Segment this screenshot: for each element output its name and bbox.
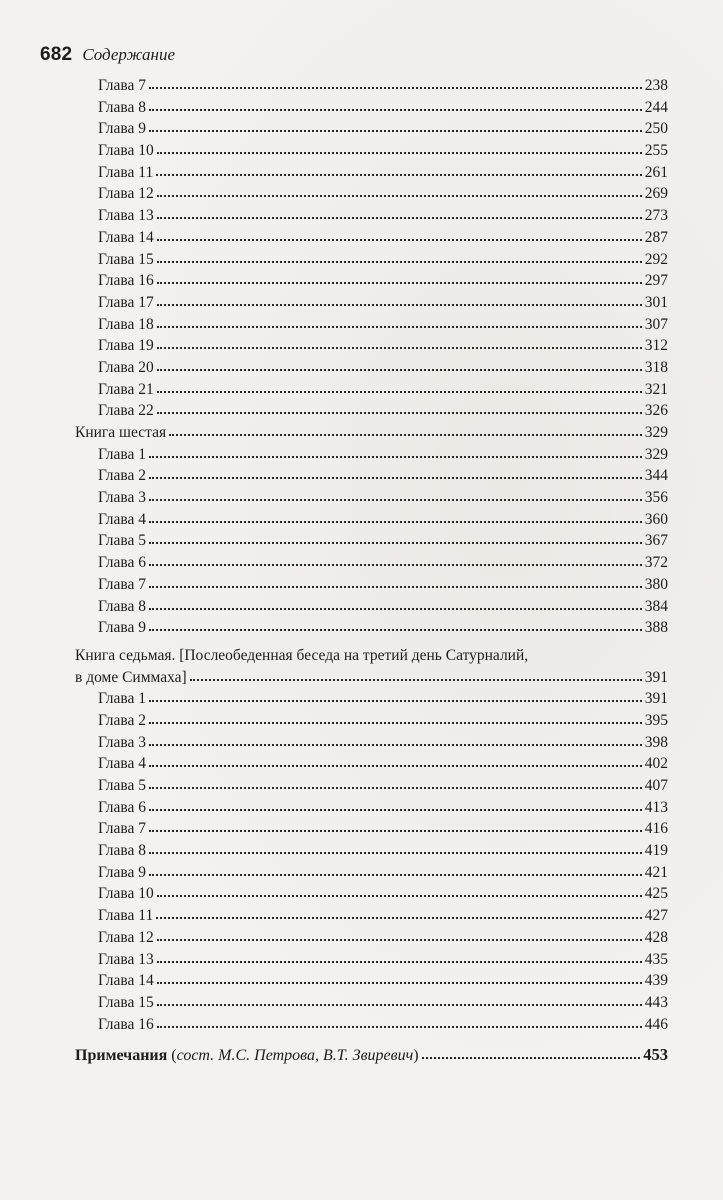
toc-entry-page: 391: [644, 690, 668, 708]
dot-leader: [157, 141, 642, 155]
dot-leader: [157, 950, 642, 964]
toc-entry-page: 287: [644, 228, 668, 246]
toc-entry-chapter: [75, 444, 668, 466]
toc-entry-label: Глава 3: [98, 489, 147, 507]
toc-entry-label: Глава 22: [98, 402, 154, 420]
dot-leader: [157, 271, 642, 285]
toc-entry-book7: [75, 645, 668, 688]
dot-leader: [149, 531, 642, 545]
dot-leader: [157, 206, 642, 220]
toc-entry-page: 360: [644, 510, 668, 528]
toc-entry-label: Глава 15: [98, 993, 154, 1011]
toc-entry-page: 321: [644, 380, 668, 398]
toc-entry-page: 427: [644, 907, 668, 925]
toc-entry-label: Глава 4: [98, 755, 147, 773]
toc-entry-chapter: [75, 552, 668, 574]
toc-entry-page: 372: [644, 554, 668, 572]
dot-leader: [157, 250, 642, 264]
toc-entry-label: Глава 11: [98, 907, 154, 925]
toc-entry-chapter: [75, 205, 668, 227]
toc-entry-page: 356: [644, 489, 668, 507]
dot-leader: [157, 380, 642, 394]
toc-entry-page: 388: [644, 619, 668, 637]
toc-group-book6-chapters: [75, 444, 668, 639]
toc-entry-chapter: [75, 574, 668, 596]
page-number: 682: [40, 44, 73, 65]
toc-entry-label: Глава 17: [98, 293, 154, 311]
dot-leader: [157, 358, 642, 372]
toc-entry-page: 398: [644, 733, 668, 751]
toc-entry-label: Глава 18: [98, 315, 154, 333]
toc-entry-page: 380: [644, 575, 668, 593]
dot-leader: [149, 776, 642, 790]
dot-leader: [149, 575, 642, 589]
toc-entry-label: Глава 21: [98, 380, 154, 398]
toc-entry-label: Глава 8: [98, 597, 147, 615]
toc-entry-page: 312: [644, 337, 668, 355]
toc-entry-notes: [75, 1044, 668, 1066]
toc-entry-label: Глава 10: [98, 885, 154, 903]
toc-entry-page: 416: [644, 820, 668, 838]
dot-leader: [157, 401, 642, 415]
dot-leader: [422, 1046, 641, 1060]
toc-entry-page: 318: [644, 358, 668, 376]
toc-entry-chapter: [75, 710, 668, 732]
toc-entry-page: 384: [644, 597, 668, 615]
toc-entry-chapter: [75, 905, 668, 927]
toc-entry-page: 329: [644, 445, 668, 463]
toc-entry-label: Глава 6: [98, 798, 147, 816]
toc-entry-label: Глава 7: [98, 575, 147, 593]
toc-entry-page: 453: [643, 1045, 668, 1065]
toc-entry-page: 402: [644, 755, 668, 773]
toc-entry-label: Глава 2: [98, 711, 147, 729]
toc-entry-label: Глава 1: [98, 445, 147, 463]
toc-entry-label: Глава 5: [98, 777, 147, 794]
toc-entry-chapter: [75, 617, 668, 639]
dot-leader: [149, 819, 642, 833]
dot-leader: [157, 971, 642, 985]
toc-entry-chapter: [75, 270, 668, 292]
toc-entry-page: 443: [644, 993, 668, 1011]
dot-leader: [156, 163, 642, 177]
dot-leader: [169, 423, 642, 437]
toc-entry-label: Глава 11: [98, 163, 154, 181]
dot-leader: [190, 668, 642, 682]
dot-leader: [149, 488, 642, 502]
toc-entry-chapter: [75, 465, 668, 487]
dot-leader: [149, 798, 642, 812]
dot-leader: [149, 711, 642, 725]
dot-leader: [149, 733, 642, 747]
notes-open-paren: (: [167, 1047, 177, 1065]
toc-entry-chapter: [75, 183, 668, 205]
toc-entry-chapter: [75, 753, 668, 775]
toc-entry-label: Глава 15: [98, 250, 154, 268]
dot-leader: [157, 184, 642, 198]
toc-entry-page: 419: [644, 842, 668, 860]
toc-entry-page: 255: [644, 142, 668, 160]
toc-entry-label: Глава 9: [98, 863, 147, 881]
toc-entry-chapter: [75, 314, 668, 336]
toc-entry-label: Глава 7: [98, 77, 147, 94]
dot-leader: [149, 841, 642, 855]
dot-leader: [149, 510, 642, 524]
toc-entry-label: Глава 20: [98, 358, 154, 376]
toc-entry-label: Глава 14: [98, 228, 154, 246]
toc-entry-label: Глава 8: [98, 842, 147, 860]
toc-entry-label: [75, 1045, 419, 1067]
toc-group-book7-chapters: [75, 688, 668, 1035]
toc-entry-chapter: [75, 530, 668, 552]
dot-leader: [149, 76, 642, 90]
toc-entry-label-line2: в доме Симмаха]: [75, 668, 187, 686]
toc-entry-page: 307: [644, 315, 668, 333]
toc-entry-label: Глава 12: [98, 928, 154, 946]
toc-entry-page: 261: [644, 163, 668, 181]
toc-entry-chapter: [75, 335, 668, 357]
toc-entry-chapter: [75, 509, 668, 531]
toc-entry-page: 367: [644, 532, 668, 550]
toc-entry-chapter: [75, 227, 668, 249]
notes-close-paren: ): [413, 1047, 419, 1065]
toc-entry-chapter: [75, 992, 668, 1014]
toc-entry-chapter: [75, 797, 668, 819]
toc-entry-page: 329: [644, 424, 668, 441]
toc-entry-label: Глава 2: [98, 467, 147, 485]
dot-leader: [149, 618, 642, 632]
dot-leader: [156, 906, 642, 920]
toc-entry-page: 395: [644, 711, 668, 729]
toc-entry-page: 250: [644, 120, 668, 138]
toc-entry-label: Глава 4: [98, 510, 147, 528]
toc-entry-label: Глава 19: [98, 337, 154, 355]
toc-entry-book6: [75, 422, 668, 444]
notes-title: Примечания: [75, 1047, 168, 1065]
toc-entry-page: 344: [644, 467, 668, 485]
toc-entry-chapter: [75, 249, 668, 271]
toc-entry-chapter: [75, 970, 668, 992]
toc-entry-page: 269: [644, 185, 668, 203]
dot-leader: [149, 863, 642, 877]
toc-entry-page: 446: [644, 1015, 668, 1033]
toc-entry-chapter: [75, 927, 668, 949]
dot-leader: [149, 445, 642, 459]
toc-entry-page: 391: [644, 668, 668, 686]
table-of-contents: [75, 75, 668, 1066]
toc-entry-chapter: [75, 75, 668, 97]
dot-leader: [157, 315, 642, 329]
dot-leader: [157, 993, 642, 1007]
toc-entry-page: 297: [644, 272, 668, 290]
dot-leader: [157, 293, 642, 307]
running-title: Содержание: [82, 45, 176, 64]
toc-group-book5-chapters: [75, 75, 668, 422]
toc-entry-label: Глава 5: [98, 532, 147, 550]
toc-entry-label: Глава 7: [98, 820, 147, 838]
toc-entry-page: 238: [644, 77, 668, 94]
dot-leader: [157, 1015, 642, 1029]
toc-entry-chapter: [75, 379, 668, 401]
toc-entry-chapter: [75, 732, 668, 754]
toc-entry-label: Глава 3: [98, 733, 147, 751]
dot-leader: [149, 597, 642, 611]
toc-entry-label: Глава 1: [98, 690, 147, 708]
notes-compilers: сост. М.С. Петрова, В.Т. Звиревич: [176, 1047, 414, 1065]
dot-leader: [149, 689, 642, 703]
toc-entry-chapter: [75, 949, 668, 971]
toc-entry-chapter: [75, 862, 668, 884]
toc-entry-page: 413: [644, 798, 668, 816]
toc-entry-chapter: [75, 162, 668, 184]
toc-entry-page: 292: [644, 250, 668, 268]
toc-entry-chapter: [75, 97, 668, 119]
toc-entry-label: Глава 9: [98, 120, 147, 138]
toc-entry-label: Глава 13: [98, 207, 154, 225]
toc-entry-label: Глава 8: [98, 98, 147, 116]
toc-entry-page: 326: [644, 402, 668, 420]
toc-entry-page: 428: [644, 928, 668, 946]
toc-entry-label: Глава 16: [98, 1015, 154, 1033]
toc-entry-label: Глава 14: [98, 972, 154, 990]
toc-entry-chapter: [75, 1014, 668, 1036]
toc-entry-label: Книга шестая: [75, 424, 167, 441]
toc-entry-chapter: [75, 688, 668, 710]
toc-entry-page: 407: [644, 777, 668, 794]
toc-entry-page: 301: [644, 293, 668, 311]
dot-leader: [157, 884, 642, 898]
toc-entry-label: Глава 13: [98, 950, 154, 968]
toc-entry-chapter: [75, 818, 668, 840]
toc-entry-label: Глава 12: [98, 185, 154, 203]
toc-entry-label: Глава 9: [98, 619, 147, 637]
toc-entry-page: 435: [644, 950, 668, 968]
toc-entry-page: 439: [644, 972, 668, 990]
toc-entry-chapter: [75, 596, 668, 618]
toc-entry-chapter: [75, 840, 668, 862]
dot-leader: [157, 228, 642, 242]
toc-entry-chapter: [75, 140, 668, 162]
dot-leader: [149, 553, 642, 567]
dot-leader: [149, 754, 642, 768]
dot-leader: [149, 98, 642, 112]
toc-entry-chapter: [75, 487, 668, 509]
toc-entry-label: Глава 10: [98, 142, 154, 160]
toc-entry-chapter: [75, 775, 668, 797]
dot-leader: [149, 119, 642, 133]
dot-leader: [157, 928, 642, 942]
toc-entry-label: Глава 6: [98, 554, 147, 572]
toc-entry-chapter: [75, 400, 668, 422]
toc-entry-chapter: [75, 883, 668, 905]
toc-entry-label: Глава 16: [98, 272, 154, 290]
toc-entry-chapter: [75, 357, 668, 379]
toc-entry-chapter: [75, 292, 668, 314]
page-header: [40, 44, 175, 70]
toc-entry-chapter: [75, 118, 668, 140]
toc-entry-page: 421: [644, 863, 668, 881]
dot-leader: [149, 466, 642, 480]
dot-leader: [157, 336, 642, 350]
toc-entry-page: 273: [644, 207, 668, 225]
toc-entry-page: 244: [644, 98, 668, 116]
toc-entry-page: 425: [644, 885, 668, 903]
toc-entry-label-line1: Книга седьмая. [Послеобеденная беседа на третий день Сатурналий,: [75, 646, 529, 664]
toc-entry-book7-line2: [75, 667, 668, 689]
